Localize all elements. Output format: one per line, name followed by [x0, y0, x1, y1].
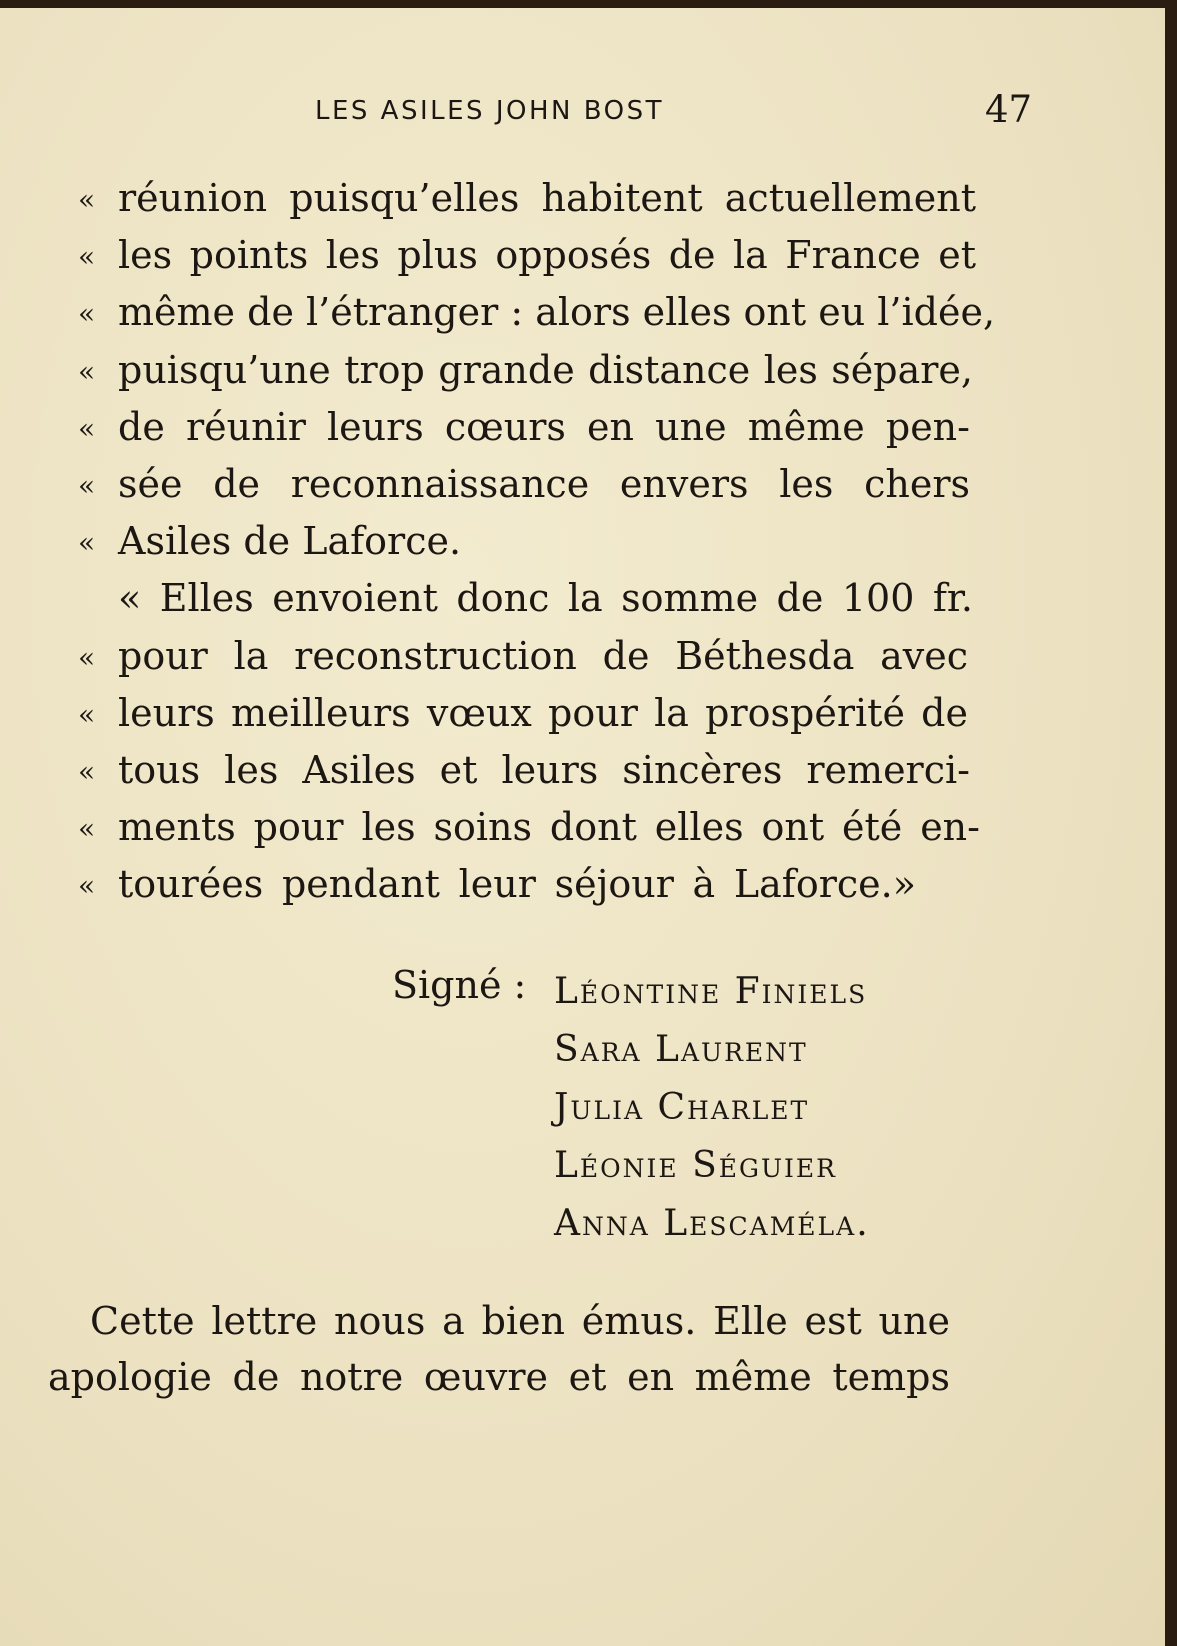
guillemet-marker: « — [78, 869, 96, 903]
guillemet-marker: « — [78, 526, 96, 560]
signature-label: Signé : — [392, 963, 527, 1007]
quote-line-text: tourées pendant leur séjour à Laforce.» — [118, 862, 916, 907]
guillemet-marker: « — [78, 468, 96, 502]
quote-line-text: les points les plus opposés de la France et — [118, 233, 976, 278]
signatory-name: Léonie Séguier — [554, 1145, 837, 1186]
quote-line — [78, 227, 1028, 284]
closing-paragraph — [48, 1293, 1038, 1405]
quote-line — [78, 399, 1028, 456]
guillemet-marker: « — [78, 183, 96, 216]
quote-line — [78, 342, 1028, 399]
quote-line-text: de réunir leurs cœurs en une même pen- — [118, 404, 970, 449]
quote-line — [78, 170, 1028, 227]
signatory-name: Anna Lescaméla. — [554, 1203, 870, 1244]
guillemet-marker: « — [78, 354, 96, 388]
quote-line — [78, 456, 1028, 513]
guillemet-marker: « — [78, 297, 96, 331]
quote-line-text: leurs meilleurs vœux pour la prospérité de — [118, 690, 968, 735]
guillemet-marker: « — [78, 640, 96, 674]
quote-line-text: « Elles envoient donc la somme de 100 fr. — [118, 576, 973, 621]
quote-paragraph-start — [78, 570, 1028, 627]
signatory-name: Sara Laurent — [554, 1029, 808, 1070]
guillemet-marker: « — [78, 812, 96, 846]
quote-line — [78, 513, 1028, 570]
running-title: LES ASILES JOHN BOST — [315, 96, 664, 126]
quote-line-text: tous les Asiles et leurs sincères remerci- — [118, 747, 970, 792]
quote-line — [78, 856, 1028, 913]
body-line: Cette lettre nous a bien émus. Elle est une — [90, 1299, 950, 1343]
quote-line-text: puisqu’une trop grande distance les sépare, — [118, 347, 973, 392]
guillemet-marker: « — [78, 697, 96, 731]
book-page — [0, 8, 1165, 1646]
page-header — [0, 88, 1165, 131]
quote-line-text: ments pour les soins dont elles ont été en- — [118, 805, 980, 850]
signatory-name: Léontine Finiels — [554, 971, 868, 1012]
quote-line — [78, 799, 1028, 856]
quote-line — [78, 742, 1028, 799]
signatory-name: Julia Charlet — [554, 1087, 810, 1128]
guillemet-marker: « — [78, 240, 96, 274]
quote-line-text: même de l’étranger : alors elles ont eu l’idée, — [118, 290, 996, 335]
quote-line-text: Asiles de Laforce. — [118, 519, 462, 564]
quote-line — [78, 284, 1028, 341]
body-line: apologie de notre œuvre et en même temps — [48, 1355, 950, 1399]
signatory-list — [554, 963, 870, 1253]
guillemet-marker: « — [78, 754, 96, 788]
quote-line-text: pour la reconstruction de Béthesda avec — [118, 633, 968, 678]
quote-line — [78, 685, 1028, 742]
quote-line-text: sée de reconnaissance envers les chers — [118, 461, 970, 506]
quote-line — [78, 628, 1028, 685]
page-number: 47 — [985, 88, 1033, 131]
guillemet-marker: « — [78, 411, 96, 445]
quote-line-text: réunion puisqu’elles habitent actuellement — [118, 176, 976, 220]
quoted-letter — [78, 170, 1028, 913]
